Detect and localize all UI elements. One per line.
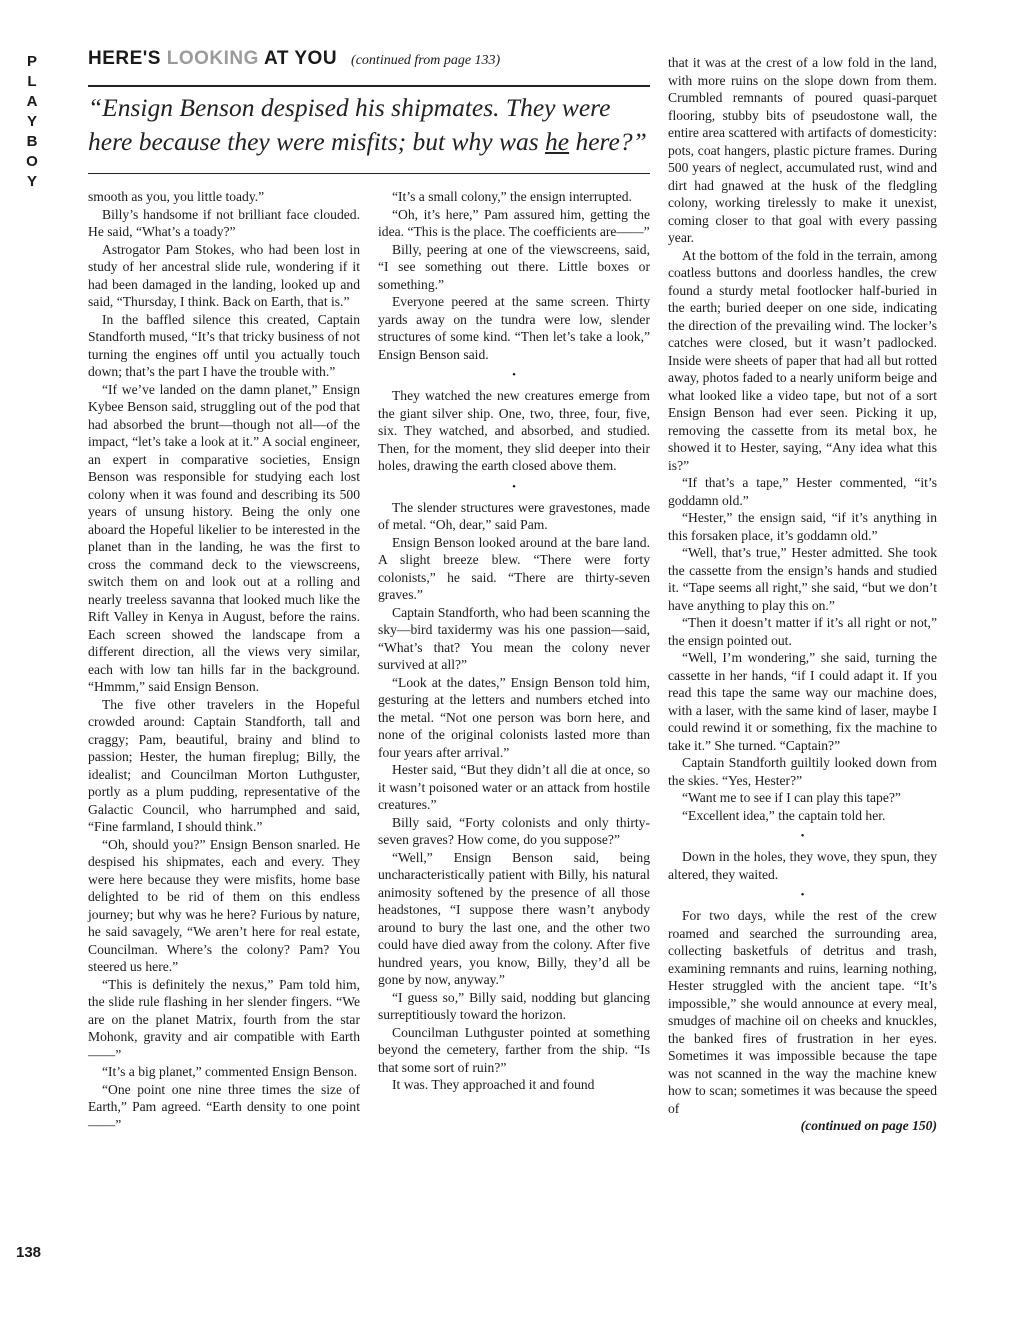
- article-title-part3: AT YOU: [258, 48, 338, 69]
- pull-quote-part1: “Ensign Benson despised his shipmates. They were here because they were misfits; but why was: [88, 93, 611, 156]
- paragraph: “Hester,” the ensign said, “if it’s anything in this forsaken place, it’s goddamn old.”: [668, 510, 937, 543]
- magazine-name-letter: Y: [26, 173, 37, 190]
- magazine-name-letter: B: [26, 133, 38, 150]
- paragraph: Captain Standforth, who had been scanning the sky—bird taxidermy was his one passion—said, “What’s that? You mean the colony never survived at all?”: [378, 604, 650, 672]
- magazine-name-letter: A: [26, 93, 38, 110]
- article-header: [88, 48, 652, 72]
- pull-quote: [88, 91, 658, 159]
- paragraph: The slender structures were gravestones, made of metal. “Oh, dear,” said Pam.: [378, 499, 650, 532]
- paragraph: that it was at the crest of a low fold in the land, with more ruins on the slope down from them. Crumbled remnants of poured quasi-parquet flooring, stubby bits of pseudostone wall, the entire area scattered with artifacts of domesticity: pots, coat hangers, plastic picture frames. During 500 years of neglect, accumulated rust, wind and dirt had gnawed at the husk of the fledgling colony, working tirelessly to make it unexist, coming closer to that goal with every passing year.: [668, 55, 937, 245]
- paragraph: smooth as you, you little toady.”: [88, 189, 265, 204]
- paragraph: “This is definitely the nexus,” Pam told him, the slide rule flashing in her slender fingers. “We are on the planet Matrix, fourth from the star Mohonk, gravity and air compatible with Earth——”: [88, 976, 360, 1062]
- paragraph: “Oh, should you?” Ensign Benson snarled. He despised his shipmates, each and every. They were here because they were misfits, home base delighted to be rid of them on this endless journey; but why was he here? Furious by nature, he said savagely, “We aren’t here for real estate, Councilman. Where’s the colony? Pam? You steered us here.”: [88, 836, 360, 974]
- paragraph: Ensign Benson looked around at the bare land. A slight breeze blew. “There were forty colonists,” he said. “There are thirty-seven graves.”: [378, 534, 650, 602]
- article-title-part2: LOOKING: [166, 48, 259, 69]
- article-title-part1: HERE'S: [88, 48, 167, 69]
- paragraph: “Well,” Ensign Benson said, being uncharacteristically patient with Billy, his natural animosity softened by the presence of all those headstones, “I suppose there wasn’t anybody around to bury the last one, and the other two could have died away from the colony. After five hundred years, you know, Billy, they’d all be gone by now, anyway.”: [378, 849, 650, 987]
- paragraph: “Well, I’m wondering,” she said, turning the cassette in her hands, “if I could adapt it. If you read this tape the same way our machine does, with a laser, with the same kind of laser, maybe I could rewind it or something, fix the machine to take it.” She turned. “Captain?”: [668, 650, 937, 753]
- paragraph: “I guess so,” Billy said, nodding but glancing surreptitiously toward the horizon.: [378, 989, 650, 1022]
- paragraph: “If we’ve landed on the damn planet,” Ensign Kybee Benson said, struggling out of the pod that had absorbed the brunt—though not all—of the impact, “let’s take a look at it.” A social engineer, an expert in comparative societies, Ensign Benson was responsible for studying each lost colony when it was found and describing its 500 years of unsung history. Being the only one aboard the Hopeful likelier to be interested in the planet than in the landing, he was the first to cross the command deck to the viewscreens, switch them on and look out at a rolling and nearly treeless savanna that looked much like the Rift Valley in Kenya in August, before the rains. Each screen showed the landscape from a different direction, all the views very similar, each with low tan hills far in the background. “Hmmm,” said Ensign Benson.: [88, 381, 360, 694]
- paragraph: Billy’s handsome if not brilliant face clouded. He said, “What’s a toady?”: [88, 206, 360, 239]
- paragraph: The five other travelers in the Hopeful crowded around: Captain Standforth, tall and craggy; Pam, beautiful, brainy and blind to passion; Hester, the human fireplug; Billy, the idealist; and Councilman Morton Luthguster, portly as a plum pudding, representative of the Galactic Council, who harrumphed and said, “Fine farmland, I should think.”: [88, 696, 360, 834]
- paragraph: Captain Standforth guiltily looked down from the skies. “Yes, Hester?”: [668, 755, 937, 788]
- paragraph: “It’s a small colony,” the ensign interrupted.: [392, 189, 632, 204]
- paragraph: “One point one nine three times the size of Earth,” Pam agreed. “Earth density to one point——”: [88, 1081, 360, 1132]
- section-break-bullet: •: [512, 480, 516, 493]
- paragraph: Astrogator Pam Stokes, who had been lost in study of her ancestral slide rule, wondering if it had been damaged in the landing, looked up and said, “Thursday, I think. Back on Earth, that is.”: [88, 241, 360, 309]
- text-column-1: [88, 188, 360, 1133]
- header-rule: [88, 85, 650, 87]
- text-column-3: [668, 54, 937, 1135]
- paragraph: For two days, while the rest of the crew roamed and searched the surrounding area, collecting basketfuls of detritus and trash, examining remnants and ruins, learning nothing, Hester struggled with the ancient tape. “It’s impossible,” she would announce at every meal, smudges of machine oil on cheeks and knuckles, the banked fires of frustration in her eyes. Sometimes it was impossible because the tape was not scanned in the way the machine knew how to scan; sometimes it was because the speed of: [668, 908, 937, 1116]
- pull-quote-part2: here?”: [569, 127, 647, 156]
- paragraph: Everyone peered at the same screen. Thirty yards away on the tundra were low, slender structures of some kind. “Then let’s take a look,” Ensign Benson said.: [378, 294, 650, 362]
- paragraph: It was. They approached it and found: [392, 1077, 595, 1092]
- paragraph: Councilman Luthguster pointed at something beyond the cemetery, farther from the ship. “Is that some sort of ruin?”: [378, 1024, 650, 1075]
- page-number: 138: [16, 1244, 42, 1261]
- continued-from-note: (continued from page 133): [351, 53, 501, 68]
- magazine-name-letter: L: [27, 73, 37, 90]
- pull-quote-emphasis: he: [545, 127, 570, 156]
- magazine-name-letter: P: [26, 53, 37, 70]
- text-column-2: [378, 188, 650, 1094]
- section-break-bullet: •: [512, 369, 516, 381]
- paragraph: “Well, that’s true,” Hester admitted. She took the cassette from the ensign’s hands and studied it. “Tape seems all right,” she said, “but we don’t have anything to play this on.”: [668, 545, 937, 613]
- paragraph: “It’s a big planet,” commented Ensign Benson.: [102, 1064, 358, 1079]
- paragraph: “Look at the dates,” Ensign Benson told him, gesturing at the letters and numbers etched into the metal. “Not one person was born here, and none of the original colonists lasted more than four years after arrival.”: [378, 674, 650, 760]
- paragraph: Billy said, “Forty colonists and only thirty-seven graves? How come, do you suppose?”: [378, 814, 650, 847]
- paragraph: “Oh, it’s here,” Pam assured him, getting the idea. “This is the place. The coefficients are——”: [378, 206, 650, 239]
- magazine-name-letter: Y: [26, 113, 37, 130]
- magazine-name-letter: O: [26, 153, 38, 170]
- paragraph: “If that’s a tape,” Hester commented, “it’s goddamn old.”: [668, 475, 937, 508]
- paragraph: Billy, peering at one of the viewscreens, said, “I see something out there. Little boxes or something.”: [378, 241, 650, 292]
- paragraph: At the bottom of the fold in the terrain, among coatless buttons and doorless handles, the crew found a sturdy metal footlocker half-buried in the earth; buried deeper on one side, indicating the direction of the prevailing wind. The locker’s catches were closed, but it wasn’t padlocked. Inside were sheets of paper that had all but rotted away, photos faded to a nearly uniform beige and what looked like a video tape, but not of a sort Ensign Benson had ever seen. Picking it up, removing the cassette from its metal box, he showed it to Hester, saying, “Any idea what this is?”: [668, 247, 937, 473]
- continued-on-note: (continued on page 150): [800, 1118, 937, 1133]
- paragraph: They watched the new creatures emerge from the giant silver ship. One, two, three, four, five, six. They watched, and absorbed, and studied. Then, for the moment, they slid deeper into their holes, drawing the earth closed above them.: [378, 388, 650, 473]
- section-break-bullet: •: [800, 830, 805, 842]
- paragraph: “Want me to see if I can play this tape?”: [682, 790, 901, 805]
- paragraph: “Then it doesn’t matter if it’s all right or not,” the ensign pointed out.: [668, 615, 937, 648]
- paragraph: Down in the holes, they wove, they spun, they altered, they waited.: [668, 849, 937, 882]
- paragraph: “Excellent idea,” the captain told her.: [682, 807, 886, 823]
- paragraph: Hester said, “But they didn’t all die at once, so it wasn’t poisoned water or an attack from hostile creatures.”: [378, 762, 650, 812]
- magazine-name-vertical: [22, 52, 42, 192]
- section-break-bullet: •: [800, 889, 805, 901]
- pull-quote-rule: [88, 173, 650, 174]
- paragraph: In the baffled silence this created, Captain Standforth mused, “It’s that tricky business of not turning the engines off until you actually touch down; that’s the part I have the trouble with.”: [88, 311, 360, 379]
